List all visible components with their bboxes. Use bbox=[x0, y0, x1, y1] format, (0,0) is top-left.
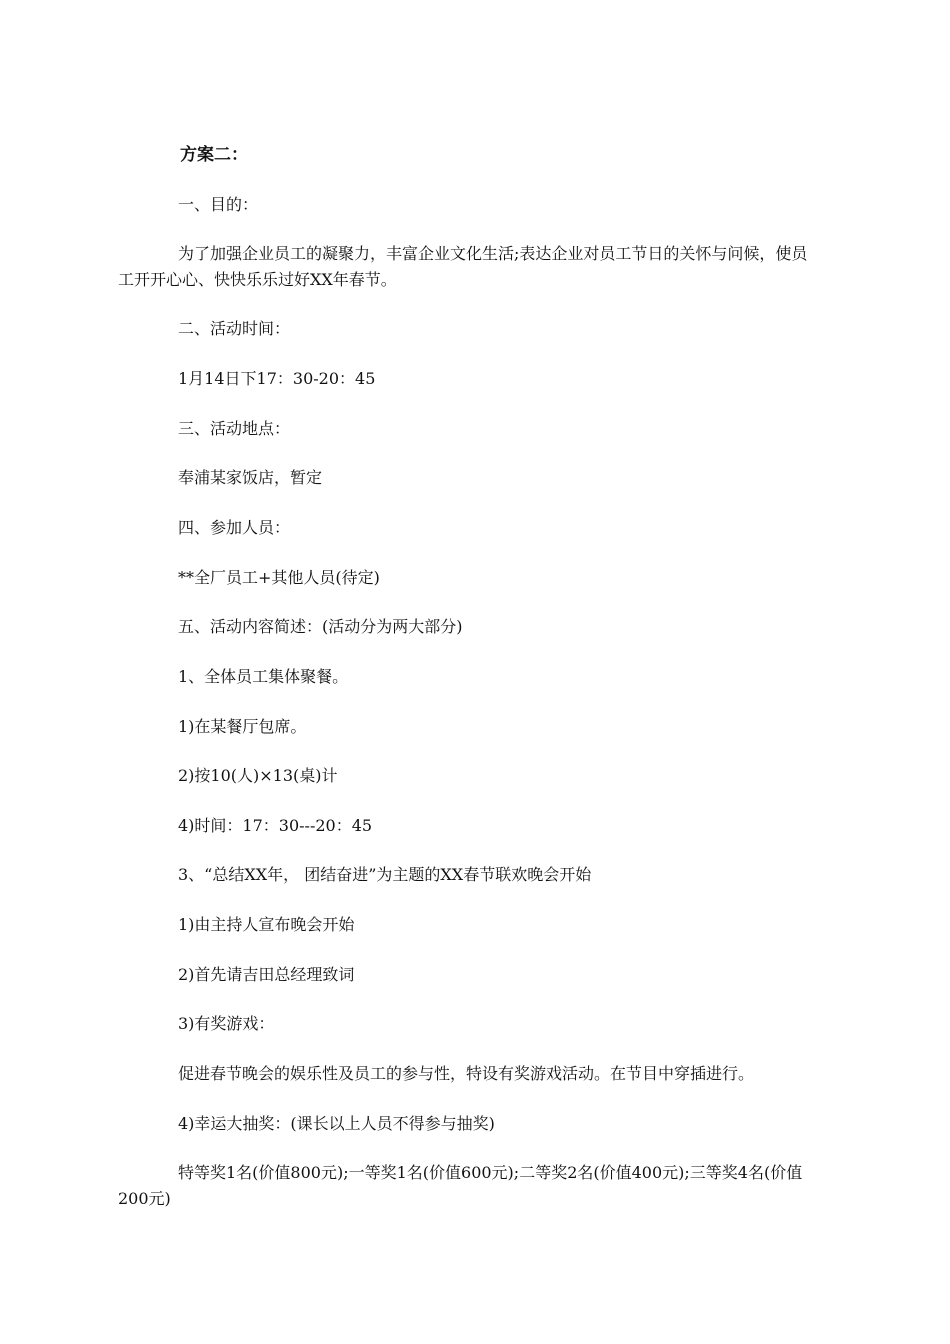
time-heading: 二、活动时间： bbox=[178, 319, 291, 338]
plan-title: 方案二： bbox=[180, 145, 248, 165]
part3-item-3: 3)有奖游戏： bbox=[178, 1014, 275, 1033]
part1-item-4: 4)时间：17：30---20：45 bbox=[178, 816, 373, 835]
part3-item-3-text: 促进春节晚会的娱乐性及员工的参与性，特设有奖游戏活动。在节目中穿插进行。 bbox=[178, 1064, 755, 1083]
place-text: 奉浦某家饭店，暂定 bbox=[178, 468, 323, 487]
part1-heading: 1、全体员工集体聚餐。 bbox=[178, 667, 349, 686]
people-heading: 四、参加人员： bbox=[178, 518, 291, 537]
goal-paragraph: 为了加强企业员工的凝聚力，丰富企业文化生活;表达企业对员工节日的关怀与问候，使员工开开心心、快快乐乐过好XX年春节。 bbox=[118, 244, 808, 289]
part3-item-2: 2)首先请吉田总经理致词 bbox=[178, 965, 355, 984]
part3-heading: 3、“总结XX年， 团结奋进”为主题的XX春节联欢晚会开始 bbox=[178, 865, 592, 884]
prizes-paragraph: 特等奖1名(价值800元);一等奖1名(价值600元);二等奖2名(价值400元);三等奖4名(价值200元) bbox=[118, 1163, 803, 1208]
part1-item-1: 1)在某餐厅包席。 bbox=[178, 717, 307, 736]
time-text: 1月14日下17：30-20：45 bbox=[178, 369, 376, 388]
place-heading: 三、活动地点： bbox=[178, 419, 291, 438]
part3-item-4: 4)幸运大抽奖：(课长以上人员不得参与抽奖) bbox=[178, 1114, 495, 1133]
goal-heading: 一、目的： bbox=[178, 195, 259, 214]
part1-item-2: 2)按10(人)×13(桌)计 bbox=[178, 766, 338, 785]
people-text: **全厂员工+其他人员(待定) bbox=[178, 568, 380, 587]
part3-item-1: 1)由主持人宣布晚会开始 bbox=[178, 915, 355, 934]
content-heading: 五、活动内容简述：(活动分为两大部分) bbox=[178, 617, 463, 636]
